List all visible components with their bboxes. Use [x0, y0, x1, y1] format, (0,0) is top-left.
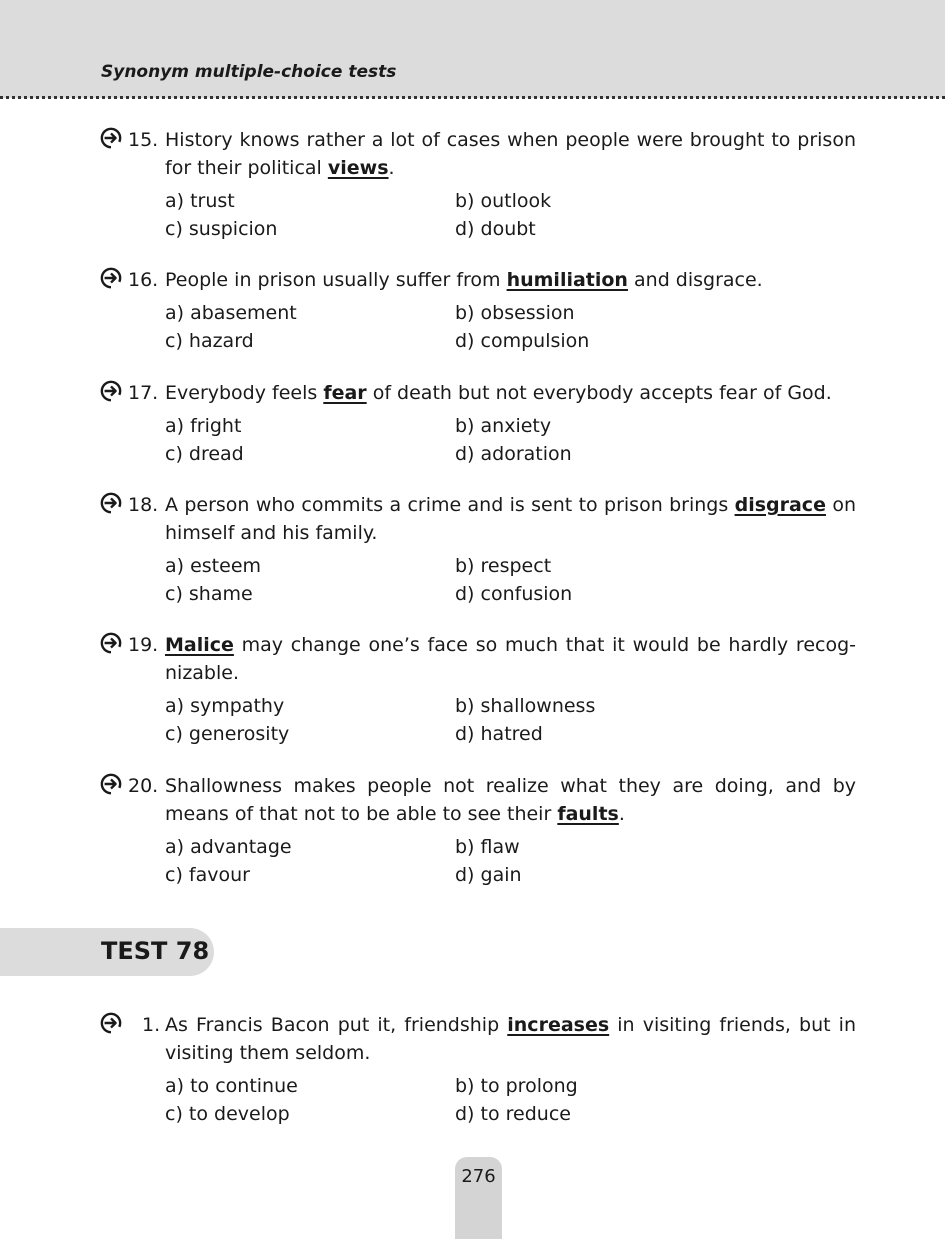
option-d: d) hatred: [455, 723, 543, 745]
option-d: d) adoration: [455, 443, 572, 465]
circle-arrow-right-icon: [100, 632, 122, 654]
option-a: a) trust: [165, 190, 235, 212]
option-d: d) gain: [455, 864, 522, 886]
keyword: increases: [507, 1014, 610, 1036]
option-a: a) advantage: [165, 836, 292, 858]
circle-arrow-right-icon: [100, 492, 122, 514]
question-number: 16.: [128, 269, 159, 291]
question-text: History knows rather a lot of cases when people were brought to prison for their political views.: [165, 129, 856, 179]
option-b: b) flaw: [455, 836, 520, 858]
question-text: Everybody feels fear of death but not everybody accepts fear of God.: [165, 382, 832, 404]
keyword: disgrace: [734, 494, 826, 516]
circle-arrow-right-icon: [100, 1012, 122, 1034]
keyword: faults: [557, 803, 619, 825]
option-a: a) esteem: [165, 555, 262, 577]
circle-arrow-right-icon: [100, 773, 122, 795]
question-16: [100, 266, 860, 355]
circle-arrow-right-icon: [100, 267, 122, 289]
option-d: d) to reduce: [455, 1103, 571, 1125]
circle-arrow-right-icon: [100, 380, 122, 402]
question-text: Malice may change one’s face so much that it would be hardly recog-nizable.: [165, 634, 856, 684]
option-c: c) dread: [165, 443, 244, 465]
test-question-1: [100, 1011, 860, 1128]
section-title: Synonym multiple-choice tests: [101, 62, 397, 82]
keyword: Malice: [165, 634, 234, 656]
answer-options: [165, 833, 860, 889]
question-17: [100, 379, 860, 468]
test-title: TEST 78: [101, 937, 210, 965]
question-text: People in prison usually suffer from humiliation and disgrace.: [165, 269, 763, 291]
question-15: [100, 126, 860, 243]
question-text: Shallowness makes people not realize what they are doing, and by means of that not to be able to see their faults.: [165, 775, 856, 825]
question-number: 20.: [128, 775, 159, 797]
option-d: d) compulsion: [455, 330, 590, 352]
option-c: c) favour: [165, 864, 250, 886]
answer-options: [165, 692, 860, 748]
question-number: 17.: [128, 382, 159, 404]
option-b: b) outlook: [455, 190, 552, 212]
option-c: c) to develop: [165, 1103, 290, 1125]
question-number: 15.: [128, 129, 159, 151]
option-d: d) confusion: [455, 583, 573, 605]
keyword: views: [327, 157, 389, 179]
answer-options: [165, 187, 860, 243]
option-c: c) suspicion: [165, 218, 278, 240]
answer-options: [165, 1072, 860, 1128]
option-b: b) to prolong: [455, 1075, 578, 1097]
option-d: d) doubt: [455, 218, 536, 240]
option-c: c) hazard: [165, 330, 254, 352]
answer-options: [165, 299, 860, 355]
page-number: 276: [461, 1166, 496, 1187]
keyword: fear: [323, 382, 367, 404]
option-a: a) fright: [165, 415, 242, 437]
keyword: humiliation: [506, 269, 628, 291]
question-18: [100, 491, 860, 608]
header-band: [0, 0, 945, 98]
circle-arrow-right-icon: [100, 127, 122, 149]
option-b: b) respect: [455, 555, 552, 577]
question-number: 19.: [128, 634, 159, 656]
answer-options: [165, 552, 860, 608]
option-a: a) sympathy: [165, 695, 285, 717]
option-c: c) generosity: [165, 723, 290, 745]
answer-options: [165, 412, 860, 468]
question-19: [100, 631, 860, 748]
option-a: a) to continue: [165, 1075, 298, 1097]
question-number: 18.: [128, 494, 159, 516]
option-b: b) shallowness: [455, 695, 596, 717]
question-number: 1.: [142, 1014, 161, 1036]
option-b: b) anxiety: [455, 415, 552, 437]
question-text: A person who commits a crime and is sent to prison brings disgrace on himself and his family.: [165, 494, 856, 544]
question-20: [100, 772, 860, 889]
option-a: a) abasement: [165, 302, 297, 324]
question-text: As Francis Bacon put it, friendship increases in visiting friends, but in visiting them seldom.: [165, 1014, 857, 1064]
option-b: b) obsession: [455, 302, 575, 324]
option-c: c) shame: [165, 583, 253, 605]
header-divider: [0, 96, 945, 99]
